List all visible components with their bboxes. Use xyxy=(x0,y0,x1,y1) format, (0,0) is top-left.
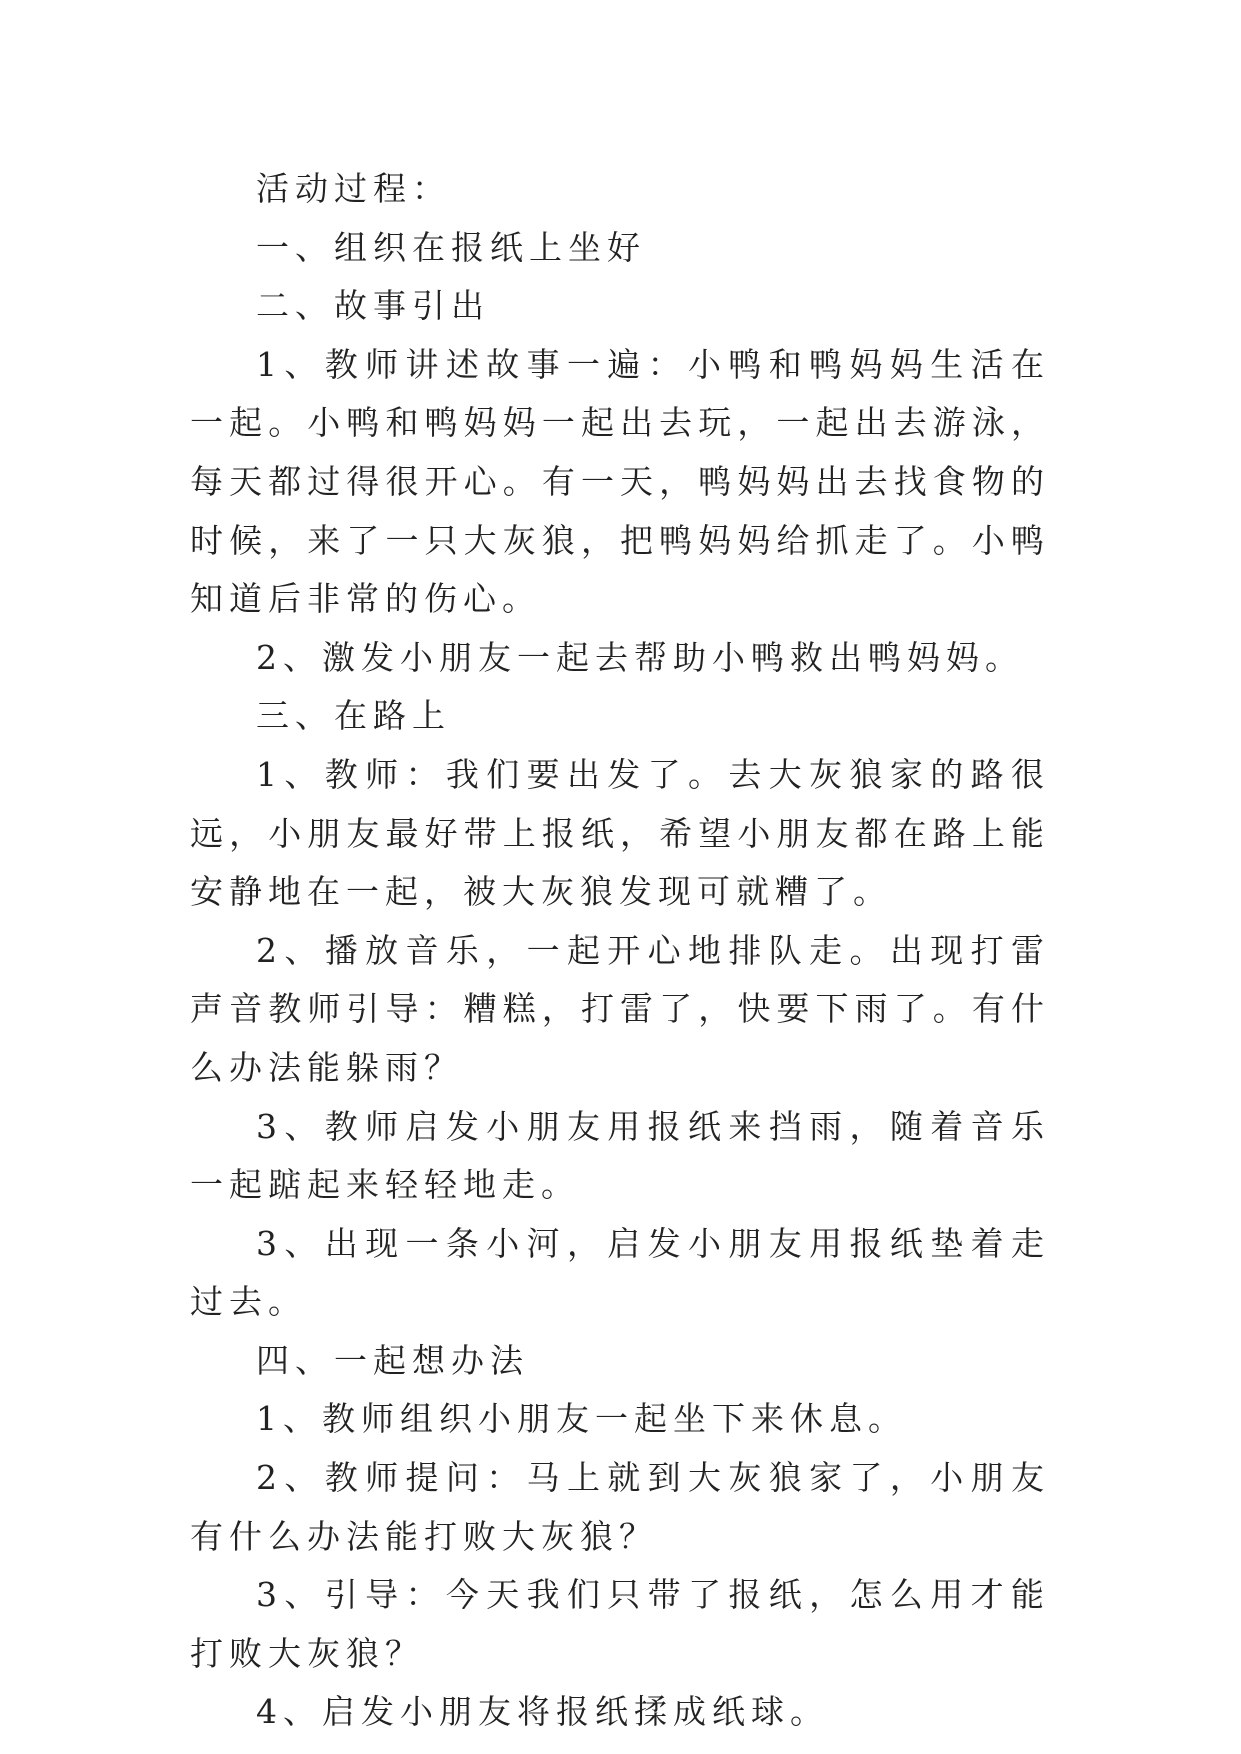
paragraph-rest: 1、教师组织小朋友一起坐下来休息。 xyxy=(256,1399,907,1439)
step-heading-2: 二、故事引出 xyxy=(256,286,490,326)
paragraph-umbrella: 3、教师启发小朋友用报纸来挡雨，随着音乐一起踮起来轻轻地走。 xyxy=(190,1106,1050,1205)
paragraph-paper-ball: 4、启发小朋友将报纸揉成纸球。 xyxy=(256,1692,829,1732)
paragraph-question: 2、教师提问：马上就到大灰狼家了，小朋友有什么办法能打败大灰狼？ xyxy=(190,1458,1050,1556)
paragraph-music-thunder: 2、播放音乐，一起开心地排队走。出现打雷声音教师引导：糟糕，打雷了，快要下雨了。有什么办法能躲雨？ xyxy=(190,930,1050,1087)
step-heading-4: 四、一起想办法 xyxy=(256,1340,529,1380)
step-heading-1: 一、组织在报纸上坐好 xyxy=(256,227,646,267)
section-heading-activity-process: 活动过程： xyxy=(256,169,451,208)
document-body xyxy=(190,160,1050,1742)
step-heading-3: 三、在路上 xyxy=(256,696,451,736)
paragraph-motivate: 2、激发小朋友一起去帮助小鸭救出鸭妈妈。 xyxy=(256,637,1024,677)
paragraph-story: 1、教师讲述故事一遍：小鸭和鸭妈妈生活在一起。小鸭和鸭妈妈一起出去玩，一起出去游泳，每天都过得很开心。有一天，鸭妈妈出去找食物的时候，来了一只大灰狼，把鸭妈妈给抓走了。小鸭知道后非常的伤心。 xyxy=(190,344,1050,619)
paragraph-river: 3、出现一条小河，启发小朋友用报纸垫着走过去。 xyxy=(190,1223,1050,1322)
paragraph-guide: 3、引导：今天我们只带了报纸，怎么用才能打败大灰狼？ xyxy=(190,1575,1050,1673)
paragraph-departure: 1、教师：我们要出发了。去大灰狼家的路很远，小朋友最好带上报纸，希望小朋友都在路上能安静地在一起，被大灰狼发现可就糟了。 xyxy=(190,754,1050,912)
